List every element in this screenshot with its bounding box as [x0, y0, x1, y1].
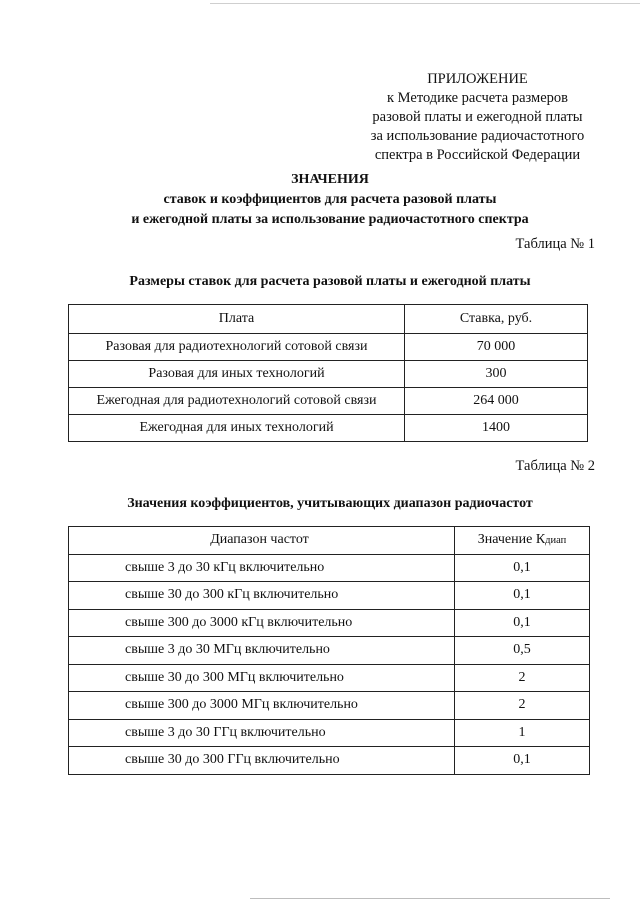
coefficient-cell: 2 [455, 692, 590, 720]
coefficient-cell: 0,1 [455, 747, 590, 775]
fee-name-cell: Ежегодная для радиотехнологий сотовой связи [69, 388, 405, 415]
page-edge-bottom [250, 898, 610, 899]
coefficient-cell: 0,1 [455, 554, 590, 582]
page-edge-top [210, 3, 640, 4]
fee-name-cell: Ежегодная для иных технологий [69, 415, 405, 442]
appendix-line: к Методике расчета размеров [387, 90, 568, 106]
range-cell: свыше 300 до 3000 МГц включительно [69, 692, 455, 720]
fee-value-cell: 264 000 [405, 388, 588, 415]
coefficient-cell: 0,1 [455, 582, 590, 610]
appendix-title: ПРИЛОЖЕНИЕ [427, 71, 528, 87]
header-cell [455, 527, 590, 555]
fee-value-cell: 300 [405, 361, 588, 388]
table-row [69, 637, 590, 665]
title-line: ЗНАЧЕНИЯ [291, 172, 369, 187]
header-cell: Ставка, руб. [405, 305, 588, 334]
range-cell: свыше 30 до 300 МГц включительно [69, 664, 455, 692]
appendix-line: спектра в Российской Федерации [374, 147, 581, 163]
fee-name-cell: Разовая для иных технологий [69, 361, 405, 388]
table1-caption: Размеры ставок для расчета разовой платы и ежегодной платы [129, 274, 531, 289]
table-header-row [69, 527, 590, 555]
table-row [69, 664, 590, 692]
header-subscript: диап [545, 535, 567, 547]
table-row [69, 334, 588, 361]
table2-caption: Значения коэффициентов, учитывающих диапазон радиочастот [127, 496, 533, 511]
title-line: ставок и коэффициентов для расчета разовой платы [163, 192, 497, 207]
range-cell: свыше 3 до 30 МГц включительно [69, 637, 455, 665]
range-cell: свыше 30 до 300 ГГц включительно [69, 747, 455, 775]
appendix-line: за использование радиочастотного [370, 128, 585, 144]
range-cell: свыше 3 до 30 ГГц включительно [69, 719, 455, 747]
appendix-block [355, 70, 600, 165]
range-cell: свыше 3 до 30 кГц включительно [69, 554, 455, 582]
table-row [69, 719, 590, 747]
table-row [69, 415, 588, 442]
fee-name-cell: Разовая для радиотехнологий сотовой связи [69, 334, 405, 361]
table1-number: Таблица № 1 [515, 236, 595, 252]
table2-number: Таблица № 2 [515, 458, 595, 474]
appendix-line: разовой платы и ежегодной платы [372, 109, 583, 125]
table-row [69, 361, 588, 388]
table-row [69, 747, 590, 775]
header-cell: Диапазон частот [69, 527, 455, 555]
coefficient-cell: 0,5 [455, 637, 590, 665]
title-line: и ежегодной платы за использование радиочастотного спектра [131, 212, 529, 227]
fee-value-cell: 70 000 [405, 334, 588, 361]
coefficient-cell: 0,1 [455, 609, 590, 637]
coefficient-cell: 1 [455, 719, 590, 747]
table-row [69, 388, 588, 415]
table-row [69, 609, 590, 637]
coefficient-cell: 2 [455, 664, 590, 692]
table-row [69, 582, 590, 610]
range-cell: свыше 300 до 3000 кГц включительно [69, 609, 455, 637]
fee-value-cell: 1400 [405, 415, 588, 442]
rates-table [68, 304, 588, 442]
range-cell: свыше 30 до 300 кГц включительно [69, 582, 455, 610]
document-title [40, 170, 620, 230]
coefficients-table [68, 526, 590, 775]
header-cell: Плата [69, 305, 405, 334]
table-header-row [69, 305, 588, 334]
header-main: Значение К [477, 532, 546, 548]
table-row [69, 554, 590, 582]
table-row [69, 692, 590, 720]
